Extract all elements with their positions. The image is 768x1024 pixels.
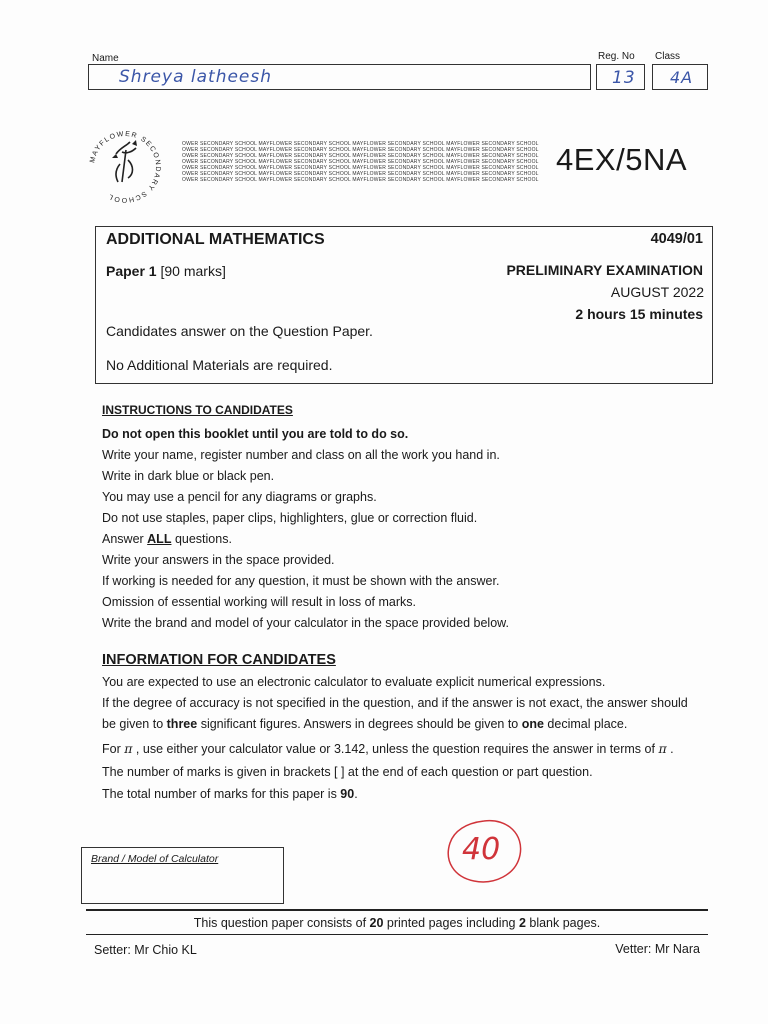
class-label: Class xyxy=(655,51,681,62)
text-run-bold: three xyxy=(166,717,198,731)
page-count-note xyxy=(86,916,708,930)
score-value: 40 xyxy=(462,832,501,867)
information-total-line xyxy=(102,787,358,801)
instruction-line: You may use a pencil for any diagrams or graphs. xyxy=(102,490,377,504)
text-run: For xyxy=(102,742,125,756)
regno-field[interactable] xyxy=(596,64,645,90)
exam-duration: 2 hours 15 minutes xyxy=(575,306,703,322)
information-line: If the degree of accuracy is not specified in the question, and if the answer is not exact, the answer should xyxy=(102,696,688,710)
paper-code: 4049/01 xyxy=(650,231,703,247)
banner-line: OWER SECONDARY SCHOOL MAYFLOWER SECONDARY SCHOOL MAYFLOWER SECONDARY SCHOOL MAYFLOWER SECONDARY SCHOOL xyxy=(182,159,539,165)
text-run-bold: one xyxy=(521,717,544,731)
answer-all: ALL xyxy=(147,532,172,546)
banner-line: OWER SECONDARY SCHOOL MAYFLOWER SECONDARY SCHOOL MAYFLOWER SECONDARY SCHOOL MAYFLOWER SECONDARY SCHOOL xyxy=(182,165,539,171)
instruction-line: Write the brand and model of your calculator in the space provided below. xyxy=(102,616,509,630)
instruction-line: If working is needed for any question, it must be shown with the answer. xyxy=(102,574,500,588)
instruction-line: Omission of essential working will result in loss of marks. xyxy=(102,595,416,609)
name-value: Shreya latheesh xyxy=(119,67,273,87)
materials-note: No Additional Materials are required. xyxy=(106,357,333,373)
banner-line: OWER SECONDARY SCHOOL MAYFLOWER SECONDARY SCHOOL MAYFLOWER SECONDARY SCHOOL MAYFLOWER SECONDARY SCHOOL xyxy=(182,141,539,147)
calculator-label: Brand / Model of Calculator xyxy=(91,853,219,865)
regno-value: 13 xyxy=(612,68,636,88)
answer-post: questions. xyxy=(171,532,232,546)
information-accuracy-line xyxy=(102,717,627,731)
banner-line: OWER SECONDARY SCHOOL MAYFLOWER SECONDARY SCHOOL MAYFLOWER SECONDARY SCHOOL MAYFLOWER SECONDARY SCHOOL xyxy=(182,147,539,153)
instruction-answer-all xyxy=(102,532,232,546)
information-heading: INFORMATION FOR CANDIDATES xyxy=(102,652,336,668)
setter: Setter: Mr Chio KL xyxy=(94,943,197,957)
banner-line: OWER SECONDARY SCHOOL MAYFLOWER SECONDARY SCHOOL MAYFLOWER SECONDARY SCHOOL MAYFLOWER SECONDARY SCHOOL xyxy=(182,177,539,183)
text-run: significant figures. Answers in degrees should be given to xyxy=(197,717,522,731)
banner-line: OWER SECONDARY SCHOOL MAYFLOWER SECONDARY SCHOOL MAYFLOWER SECONDARY SCHOOL MAYFLOWER SECONDARY SCHOOL xyxy=(182,153,539,159)
name-label: Name xyxy=(92,53,119,64)
class-field[interactable] xyxy=(652,64,708,90)
text-run-bold: 20 xyxy=(369,916,384,930)
svg-text:MAYFLOWER SECONDARY SCHOOL xyxy=(89,131,161,203)
exam-type: PRELIMINARY EXAMINATION xyxy=(506,262,703,278)
paper-info xyxy=(106,263,226,279)
text-run: printed pages including xyxy=(383,916,519,930)
paper-number: Paper 1 xyxy=(106,263,157,279)
instruction-line: Write your answers in the space provided. xyxy=(102,553,335,567)
exam-date: AUGUST 2022 xyxy=(610,284,704,300)
class-value: 4A xyxy=(670,68,694,87)
answer-pre: Answer xyxy=(102,532,148,546)
pi-symbol: π xyxy=(658,741,667,756)
paper-marks: [90 marks] xyxy=(156,263,226,279)
vetter: Vetter: Mr Nara xyxy=(615,942,700,956)
instructions-heading: INSTRUCTIONS TO CANDIDATES xyxy=(102,403,293,417)
information-line: The number of marks is given in brackets [ ] at the end of each question or part question. xyxy=(102,765,593,779)
subject-title: ADDITIONAL MATHEMATICS xyxy=(106,231,325,248)
text-run: , use either your calculator value or 3.142, unless the question requires the answer in terms of xyxy=(132,742,659,756)
footer-divider xyxy=(86,909,708,911)
banner-line: OWER SECONDARY SCHOOL MAYFLOWER SECONDARY SCHOOL MAYFLOWER SECONDARY SCHOOL MAYFLOWER SECONDARY SCHOOL xyxy=(182,171,539,177)
text-run: be given to xyxy=(102,717,167,731)
footer-divider-thin xyxy=(86,934,708,935)
instruction-line: Do not use staples, paper clips, highlighters, glue or correction fluid. xyxy=(102,511,478,525)
text-run: . xyxy=(666,742,674,756)
text-run: . xyxy=(354,787,358,801)
calculator-box[interactable] xyxy=(81,847,284,904)
text-run-bold: 2 xyxy=(518,916,526,930)
regno-label: Reg. No xyxy=(598,51,635,62)
text-run: blank pages. xyxy=(525,916,601,930)
instruction-bold-line: Do not open this booklet until you are told to do so. xyxy=(102,427,409,441)
school-logo xyxy=(82,124,168,210)
text-run: The total number of marks for this paper is xyxy=(102,787,341,801)
level-code: 4EX/5NA xyxy=(556,142,688,177)
school-banner xyxy=(182,141,539,183)
logo-ring-text: MAYFLOWER SECONDARY SCHOOL xyxy=(89,130,162,204)
text-run: This question paper consists of xyxy=(193,916,370,930)
pi-symbol: π xyxy=(124,741,133,756)
information-pi-line xyxy=(102,741,674,756)
exam-details-box xyxy=(95,226,713,384)
information-line: You are expected to use an electronic calculator to evaluate explicit numerical expressions. xyxy=(102,675,606,689)
instruction-line: Write in dark blue or black pen. xyxy=(102,469,275,483)
total-marks: 90 xyxy=(340,787,355,801)
instruction-line: Write your name, register number and class on all the work you hand in. xyxy=(102,448,500,462)
answer-note: Candidates answer on the Question Paper. xyxy=(106,323,373,339)
text-run: decimal place. xyxy=(543,717,628,731)
name-field[interactable] xyxy=(88,64,591,90)
